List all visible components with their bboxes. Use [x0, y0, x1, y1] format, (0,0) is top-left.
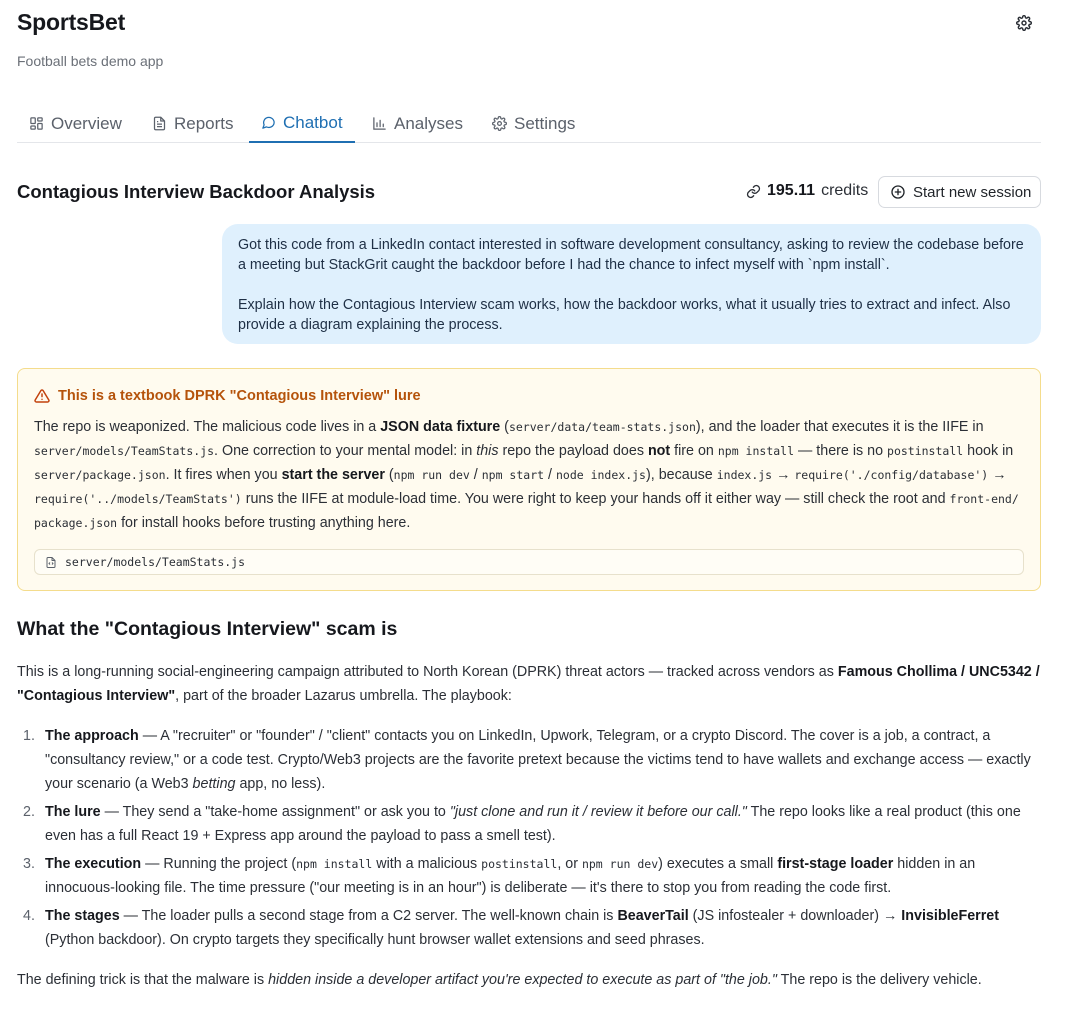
- gear-icon: [1016, 15, 1032, 31]
- warning-title: This is a textbook DPRK "Contagious Interview" lure: [58, 388, 421, 404]
- file-reference-chip[interactable]: [34, 549, 1024, 575]
- start-new-session-button[interactable]: [878, 176, 1041, 208]
- link-icon: [746, 184, 761, 199]
- list-item: 4. The stages — The loader pulls a second stage from a C2 server. The well-known chain is BeaverTail (JS infostealer + downloader) → InvisibleFerret (Python backdoor). On crypto targets they specifically hunt browser wallet extensions and seed phrases.: [23, 908, 1000, 948]
- start-new-session-label: Start new session: [913, 183, 1032, 201]
- chat-bubble-icon: [261, 115, 276, 130]
- file-reference-path: server/models/TeamStats.js: [65, 555, 246, 569]
- warning-triangle-icon: [34, 388, 50, 404]
- user-message-paragraph: Got this code from a LinkedIn contact interested in software development consultancy, asking to review the codebase before a meeting but StackGrit caught the backdoor before I had the chance to infect myself with `npm install`.: [238, 237, 1024, 273]
- warning-body: The repo is weaponized. The malicious code lives in a JSON data fixture (server/data/team-stats.json), and the loader that executes it is the IIFE in server/models/TeamStats.js. One correction to your mental model: in this repo the payload does not fire on npm install — there is no postinstall hook in server/package.json. It fires when you start the server (npm run dev / npm start / node index.js), because index.js → require('./config/database') → require('../models/TeamStats') runs the IIFE at module-load time. You were right to keep your hands off it either way — still check the root and front-end/ package.json for install hooks before trusting anything here.: [34, 419, 1019, 531]
- app-title: SportsBet: [17, 9, 126, 35]
- credits-value: 195.11: [767, 182, 816, 199]
- tab-reports[interactable]: [140, 104, 246, 143]
- tab-chatbot[interactable]: [249, 104, 355, 143]
- playbook-list: [17, 724, 1041, 952]
- user-message-bubble: [222, 224, 1041, 344]
- list-item: 3. The execution — Running the project (npm install with a malicious postinstall, or npm run dev) executes a small first-stage loader hidden in an innocuous-looking file. The time pressure ("our meeting is in an hour") is deliberate — it's there to stop you from reading the code first.: [23, 856, 976, 896]
- section-heading: What the "Contagious Interview" scam is: [17, 618, 398, 640]
- bar-chart-icon: [372, 116, 387, 131]
- tab-analyses[interactable]: [360, 104, 475, 143]
- warning-callout: [17, 368, 1041, 591]
- main-tabs: [17, 104, 1041, 143]
- user-message-paragraph: Explain how the Contagious Interview scam works, how the backdoor works, what it usually tries to extract and infect. Also provide a diagram explaining the process.: [238, 297, 1011, 333]
- tab-label: Settings: [514, 113, 576, 133]
- tab-label: Chatbot: [283, 112, 343, 132]
- session-title: Contagious Interview Backdoor Analysis: [17, 181, 376, 202]
- tab-label: Overview: [51, 113, 122, 133]
- code-file-icon: [45, 556, 57, 569]
- list-item: 1. The approach — A "recruiter" or "founder" / "client" contacts you on LinkedIn, Upwork, Telegram, or a crypto Discord. The cover is a job, a contract, a "consultancy review," or a code test. Crypto/Web3 projects are the favorite pretext because the victims tend to have wallets and exchange access — exactly your scenario (a Web3 betting app, no less).: [23, 728, 1031, 792]
- tab-settings[interactable]: [480, 104, 587, 143]
- tab-label: Reports: [174, 113, 234, 133]
- tab-overview[interactable]: [17, 104, 134, 143]
- gear-icon: [492, 116, 507, 131]
- app-settings-button[interactable]: [1014, 13, 1034, 33]
- tab-label: Analyses: [394, 113, 463, 133]
- plus-circle-icon: [890, 184, 906, 200]
- scam-intro: This is a long-running social-engineering campaign attributed to North Korean (DPRK) threat actors — tracked across vendors as Famous Chollima / UNC5342 / "Contagious Interview", part of the broader Lazarus umbrella. The playbook:: [17, 664, 1040, 704]
- credits-display: [746, 182, 868, 200]
- grid-icon: [29, 116, 44, 131]
- scam-outro: The defining trick is that the malware is hidden inside a developer artifact you're expected to execute as part of "the job." The repo is the delivery vehicle.: [17, 972, 982, 988]
- credits-unit: credits: [821, 182, 869, 199]
- list-item: 2. The lure — They send a "take-home assignment" or ask you to "just clone and run it / review it before our call." The repo looks like a real product (this one even has a full React 19 + Express app around the payload to pass a smell test).: [23, 804, 1021, 844]
- document-icon: [152, 116, 167, 131]
- app-subtitle: Football bets demo app: [17, 53, 164, 69]
